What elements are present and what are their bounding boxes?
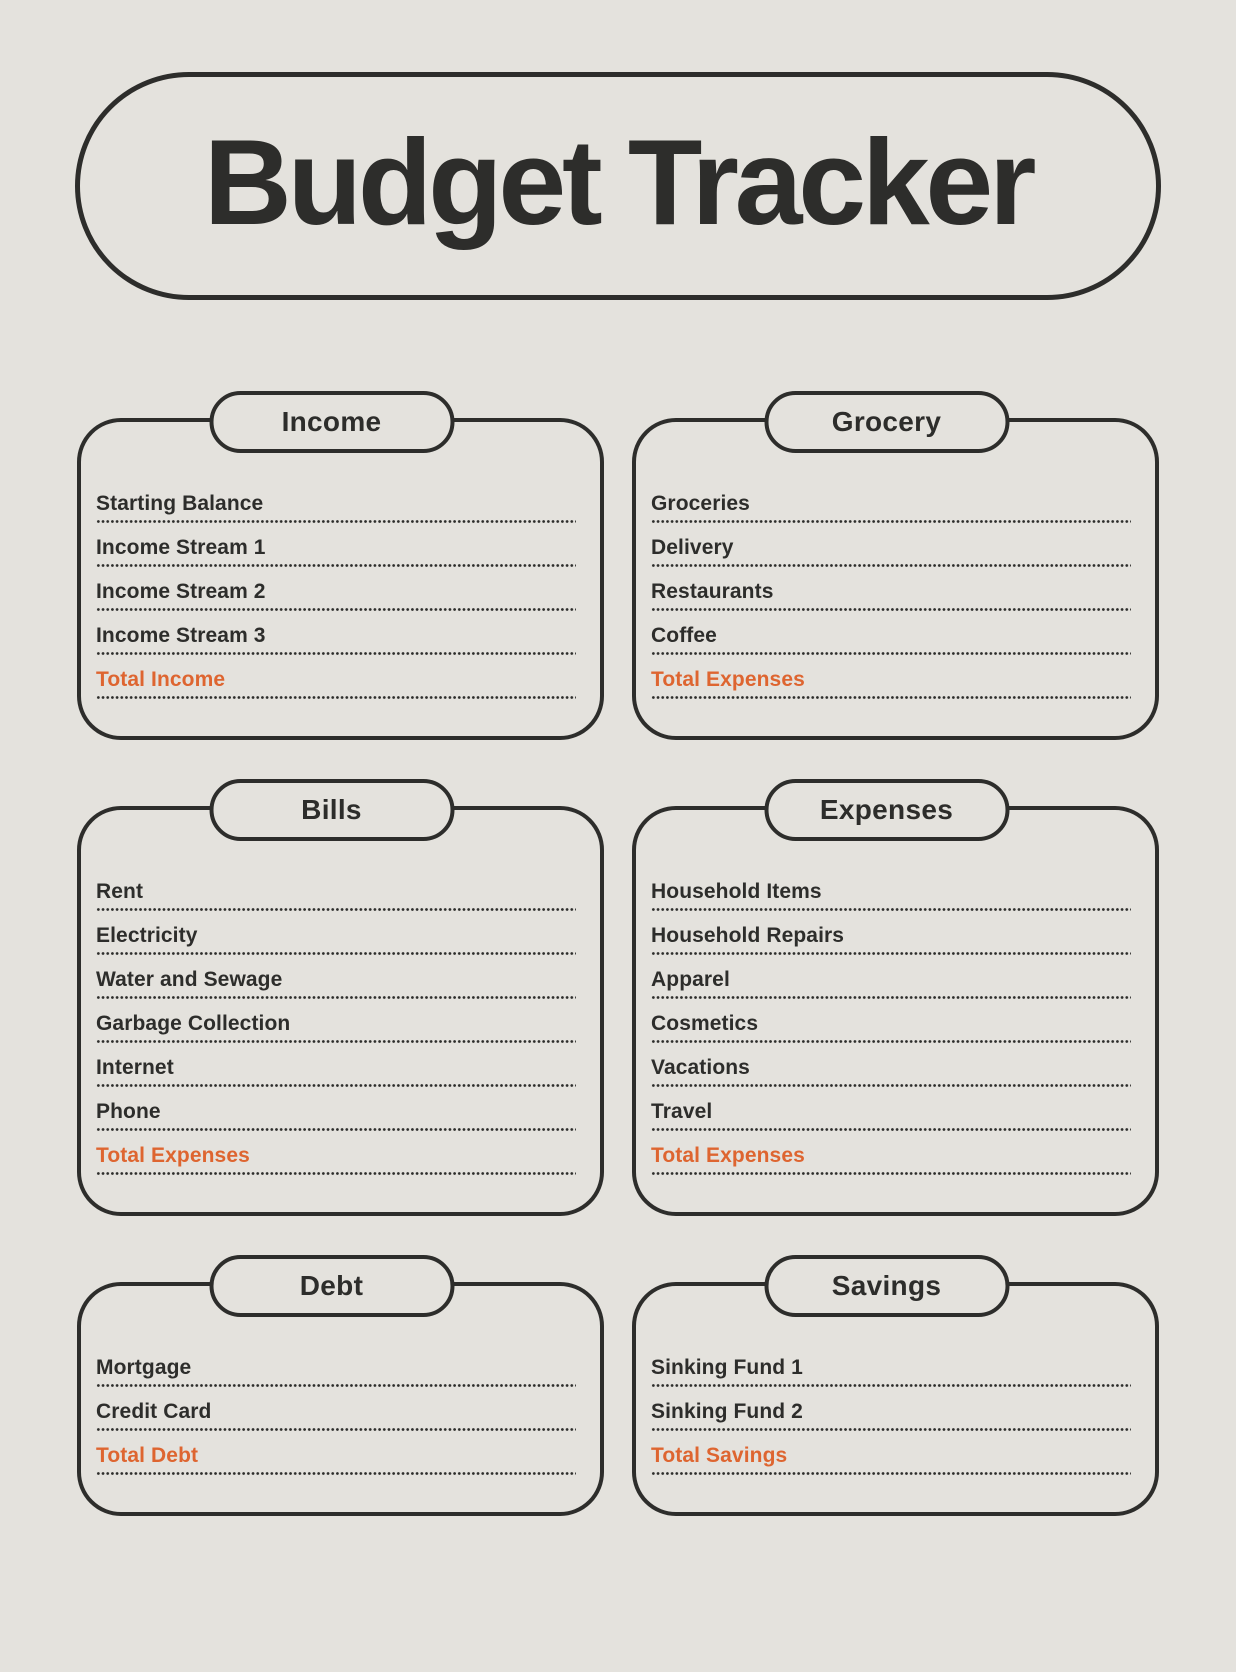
line-item [96, 1356, 576, 1400]
line-item-label: Total Expenses [651, 668, 805, 691]
line-item [96, 1100, 576, 1144]
line-item-label: Total Income [96, 668, 226, 691]
section-rows [96, 1356, 576, 1488]
value-entry-line[interactable] [96, 995, 576, 1000]
line-item-label: Travel [651, 1100, 713, 1123]
line-item [651, 536, 1131, 580]
section-title-pill [764, 391, 1009, 453]
line-item-label: Mortgage [96, 1356, 192, 1379]
line-item-label: Electricity [96, 924, 198, 947]
line-item-label: Total Expenses [651, 1144, 805, 1167]
value-entry-line[interactable] [96, 1171, 576, 1176]
line-item-label: Sinking Fund 2 [651, 1400, 803, 1423]
line-item [651, 492, 1131, 536]
budget-tracker-page [0, 72, 1236, 1516]
line-item-label: Household Items [651, 880, 822, 903]
value-entry-line[interactable] [651, 951, 1131, 956]
line-item-label: Apparel [651, 968, 730, 991]
line-item-label: Total Expenses [96, 1144, 250, 1167]
page-title-pill [75, 72, 1161, 300]
line-item [651, 1056, 1131, 1100]
line-item-label: Credit Card [96, 1400, 212, 1423]
section-title-pill [209, 1255, 454, 1317]
section-title: Income [281, 406, 382, 437]
line-item-label: Income Stream 1 [96, 536, 266, 559]
value-entry-line[interactable] [651, 1171, 1131, 1176]
value-entry-line[interactable] [651, 995, 1131, 1000]
value-entry-line[interactable] [651, 651, 1131, 656]
section-card-bills [77, 794, 604, 1216]
line-item-label: Income Stream 3 [96, 624, 266, 647]
section-card-income [77, 406, 604, 740]
value-entry-line[interactable] [651, 607, 1131, 612]
line-item [96, 624, 576, 668]
value-entry-line[interactable] [96, 1383, 576, 1388]
section-card-savings [632, 1270, 1159, 1516]
line-item [651, 880, 1131, 924]
value-entry-line[interactable] [651, 1427, 1131, 1432]
line-item [96, 1400, 576, 1444]
line-item-label: Vacations [651, 1056, 750, 1079]
value-entry-line[interactable] [651, 563, 1131, 568]
line-item [651, 1100, 1131, 1144]
line-item-label: Total Debt [96, 1444, 199, 1467]
line-item-label: Groceries [651, 492, 750, 515]
section-rows [651, 1356, 1131, 1488]
line-item [96, 880, 576, 924]
line-item-label: Garbage Collection [96, 1012, 291, 1035]
total-line-item [651, 668, 1131, 712]
value-entry-line[interactable] [651, 907, 1131, 912]
section-rows [651, 492, 1131, 712]
section-rows [651, 880, 1131, 1188]
line-item [651, 580, 1131, 624]
total-line-item [651, 1144, 1131, 1188]
line-item [651, 924, 1131, 968]
line-item-label: Sinking Fund 1 [651, 1356, 803, 1379]
line-item-label: Delivery [651, 536, 734, 559]
value-entry-line[interactable] [96, 1471, 576, 1476]
value-entry-line[interactable] [96, 607, 576, 612]
section-title-pill [209, 779, 454, 841]
line-item [96, 536, 576, 580]
section-title: Debt [299, 1270, 364, 1301]
total-line-item [96, 668, 576, 712]
page-title: Budget Tracker [203, 114, 1033, 250]
line-item [96, 1012, 576, 1056]
value-entry-line[interactable] [96, 951, 576, 956]
line-item [651, 1012, 1131, 1056]
line-item-label: Total Savings [651, 1444, 788, 1467]
value-entry-line[interactable] [651, 1039, 1131, 1044]
line-item [96, 968, 576, 1012]
section-title-pill [764, 1255, 1009, 1317]
line-item-label: Cosmetics [651, 1012, 759, 1035]
value-entry-line[interactable] [96, 519, 576, 524]
section-title: Expenses [819, 794, 954, 825]
line-item [96, 492, 576, 536]
value-entry-line[interactable] [651, 1471, 1131, 1476]
section-title: Savings [831, 1270, 942, 1301]
line-item [96, 580, 576, 624]
section-rows [96, 880, 576, 1188]
value-entry-line[interactable] [96, 563, 576, 568]
total-line-item [96, 1444, 576, 1488]
section-rows [96, 492, 576, 712]
value-entry-line[interactable] [96, 1039, 576, 1044]
total-line-item [96, 1144, 576, 1188]
total-line-item [651, 1444, 1131, 1488]
line-item-label: Income Stream 2 [96, 580, 266, 603]
value-entry-line[interactable] [96, 1127, 576, 1132]
value-entry-line[interactable] [651, 519, 1131, 524]
section-card-grocery [632, 406, 1159, 740]
section-title: Grocery [831, 406, 942, 437]
line-item-label: Coffee [651, 624, 717, 647]
value-entry-line[interactable] [96, 907, 576, 912]
value-entry-line[interactable] [96, 651, 576, 656]
line-item [96, 1056, 576, 1100]
value-entry-line[interactable] [96, 1083, 576, 1088]
value-entry-line[interactable] [651, 1127, 1131, 1132]
line-item-label: Household Repairs [651, 924, 845, 947]
line-item-label: Phone [96, 1100, 161, 1123]
line-item-label: Restaurants [651, 580, 774, 603]
line-item [96, 924, 576, 968]
line-item-label: Rent [96, 880, 144, 903]
section-card-debt [77, 1270, 604, 1516]
line-item [651, 624, 1131, 668]
value-entry-line[interactable] [96, 1427, 576, 1432]
line-item-label: Starting Balance [96, 492, 264, 515]
section-card-expenses [632, 794, 1159, 1216]
value-entry-line[interactable] [651, 1083, 1131, 1088]
value-entry-line[interactable] [651, 695, 1131, 700]
section-title: Bills [301, 794, 362, 825]
line-item [651, 968, 1131, 1012]
line-item [651, 1356, 1131, 1400]
sections-grid [77, 406, 1159, 1516]
value-entry-line[interactable] [651, 1383, 1131, 1388]
value-entry-line[interactable] [96, 695, 576, 700]
section-title-pill [209, 391, 454, 453]
line-item-label: Internet [96, 1056, 174, 1079]
line-item [651, 1400, 1131, 1444]
section-title-pill [764, 779, 1009, 841]
line-item-label: Water and Sewage [96, 968, 283, 991]
